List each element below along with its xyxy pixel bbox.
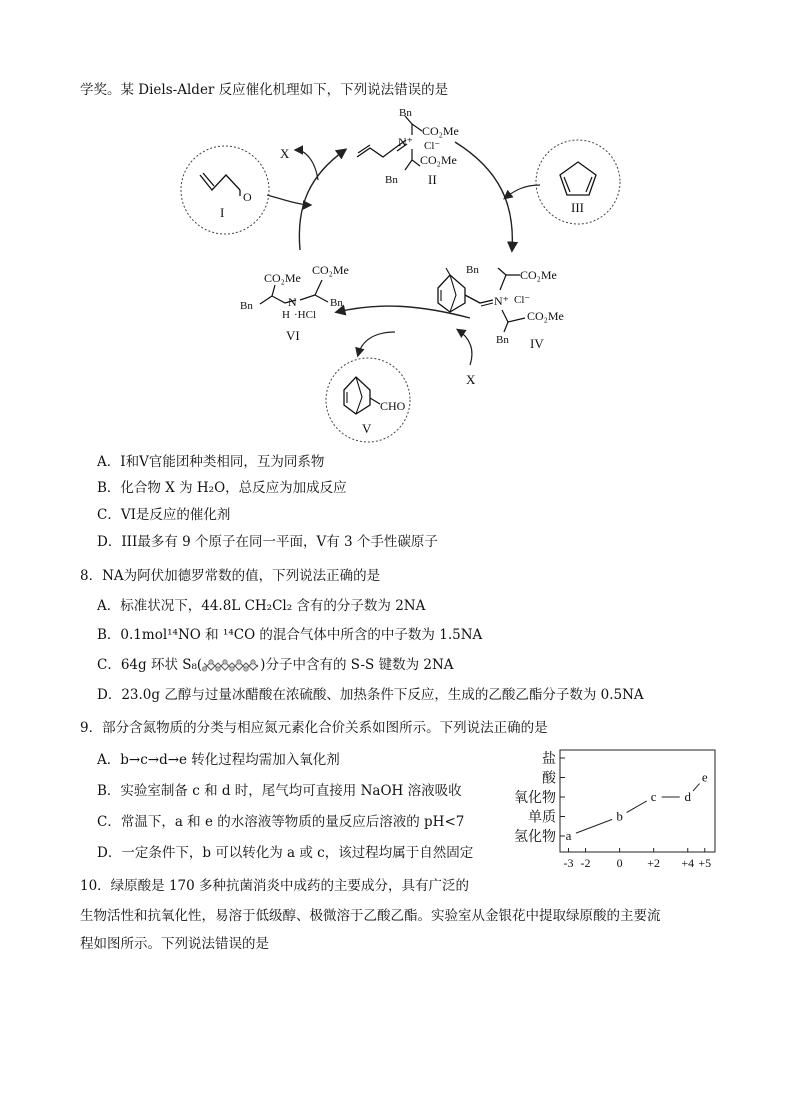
svg-text:Bn: Bn [399, 107, 412, 119]
y-tick-label: 酸 [542, 771, 556, 787]
label-ii: II [428, 172, 437, 187]
svg-text:Bn: Bn [330, 297, 343, 309]
label-i: I [220, 205, 225, 220]
svg-text:H: H [282, 309, 290, 321]
q8-option-c: C．64g 环状 S₈( )分子中含有的 S-S 键数为 2NA [97, 657, 454, 673]
q10-line3: 程如图所示。下列说法错误的是 [80, 936, 269, 952]
intro-text: 学奖。某 Diels-Alder 反应催化机理如下，下列说法错误的是 [80, 82, 449, 98]
arrow-iii-in [505, 185, 540, 198]
y-tick-label: 单质 [528, 810, 556, 826]
svg-text:CO₂Me: CO₂Me [420, 153, 457, 167]
svg-text:CHO: CHO [380, 399, 406, 413]
point-e: e [701, 769, 708, 785]
y-tick-label: 盐 [542, 752, 556, 767]
q9-option-a: A．b→c→d→e 转化过程均需加入氧化剂 [97, 752, 340, 768]
svg-text:Cl⁻: Cl⁻ [424, 140, 441, 152]
label-v: V [362, 421, 372, 436]
svg-text:Bn: Bn [466, 264, 479, 276]
q10-line1: 10．绿原酸是 170 多种抗菌消炎中成药的主要成分，具有广泛的 [80, 878, 470, 894]
s8-ring-icon [202, 659, 260, 673]
svg-text:Bn: Bn [496, 334, 509, 346]
q9-option-b: B．实验室制备 c 和 d 时，尾气均可直接用 NaOH 溶液吸收 [97, 783, 462, 799]
label-vi: VI [286, 328, 300, 343]
cyclopentadiene-structure [560, 162, 596, 195]
y-tick-label: 氢化物 [514, 830, 556, 845]
q7-option-a: A．I和V官能团种类相同，互为同系物 [97, 454, 325, 470]
x-tick-label: +5 [698, 856, 712, 870]
svg-text:N: N [288, 295, 297, 309]
x-tick-label: 0 [616, 856, 623, 870]
svg-text:N⁺: N⁺ [398, 135, 413, 149]
svg-text:O: O [243, 190, 252, 204]
q9-option-c: C．常温下，a 和 e 的水溶液等物质的量反应后溶液的 pH<7 [97, 814, 465, 830]
svg-text:CO₂Me: CO₂Me [527, 309, 564, 323]
svg-text:N⁺: N⁺ [494, 294, 509, 308]
chart-connector [627, 801, 647, 813]
point-b: b [616, 808, 623, 824]
svg-text:CO₂Me: CO₂Me [422, 124, 459, 138]
arrow-x-in [458, 330, 472, 365]
cycle-arc-top-right [455, 142, 512, 250]
chart-connector [576, 819, 612, 833]
arrow-v-out [358, 332, 395, 355]
label-x-right: X [466, 372, 476, 387]
x-tick-label: +4 [681, 856, 695, 870]
q8-option-b: B．0.1mol¹⁴NO 和 ¹⁴CO 的混合气体中所含的中子数为 1.5NA [97, 627, 483, 643]
x-tick-label: -2 [580, 856, 591, 870]
point-a: a [565, 828, 572, 843]
svg-text:CO₂Me: CO₂Me [312, 263, 349, 277]
compound-i-circle [181, 146, 269, 234]
q8-stem: 8．NA为阿伏加德罗常数的值，下列说法正确的是 [80, 568, 381, 584]
q10-line2: 生物活性和抗氧化性，易溶于低级醇、极微溶于乙酸乙酯。实验室从金银花中提取绿原酸的主要流 [80, 908, 661, 924]
q8-option-d: D．23.0g 乙醇与过量冰醋酸在浓硫酸、加热条件下反应，生成的乙酸乙酯分子数为 0.5NA [97, 687, 644, 703]
label-iii: III [571, 200, 584, 215]
point-c: c [650, 789, 657, 804]
q7-option-b: B．化合物 X 为 H₂O，总反应为加成反应 [97, 480, 347, 496]
svg-text:Cl⁻: Cl⁻ [514, 294, 531, 306]
svg-text:CO₂Me: CO₂Me [520, 268, 557, 282]
arrow-x-out [296, 150, 318, 180]
svg-text:Bn: Bn [385, 174, 398, 186]
chart-connector [693, 784, 700, 791]
y-tick-label: 氧化物 [514, 791, 556, 806]
norbornene-structure [344, 377, 370, 414]
label-iv: IV [530, 336, 544, 351]
svg-text:·HCl: ·HCl [294, 309, 316, 321]
q9-stem: 9．部分含氮物质的分类与相应氮元素化合价关系如图所示。下列说法正确的是 [80, 720, 548, 736]
q9-option-d: D．一定条件下，b 可以转化为 a 或 c，该过程均属于自然固定 [97, 845, 474, 861]
catalytic-cycle-scheme [0, 0, 794, 450]
svg-text:CO₂Me: CO₂Me [264, 271, 301, 285]
q7-option-c: C．VI是反应的催化剂 [97, 507, 231, 523]
point-d: d [684, 789, 691, 804]
cycle-arc-left [299, 150, 345, 250]
x-tick-label: -3 [563, 856, 574, 870]
q7-option-d: D．III最多有 9 个原子在同一平面，V有 3 个手性碳原子 [97, 534, 438, 550]
svg-text:Bn: Bn [240, 300, 253, 312]
x-tick-label: +2 [647, 856, 661, 870]
label-x-left: X [280, 146, 290, 161]
chart-frame [560, 750, 715, 852]
q8-option-a: A．标准状况下，44.8L CH₂Cl₂ 含有的分子数为 2NA [97, 598, 426, 614]
nitrogen-valence-chart [514, 742, 720, 882]
